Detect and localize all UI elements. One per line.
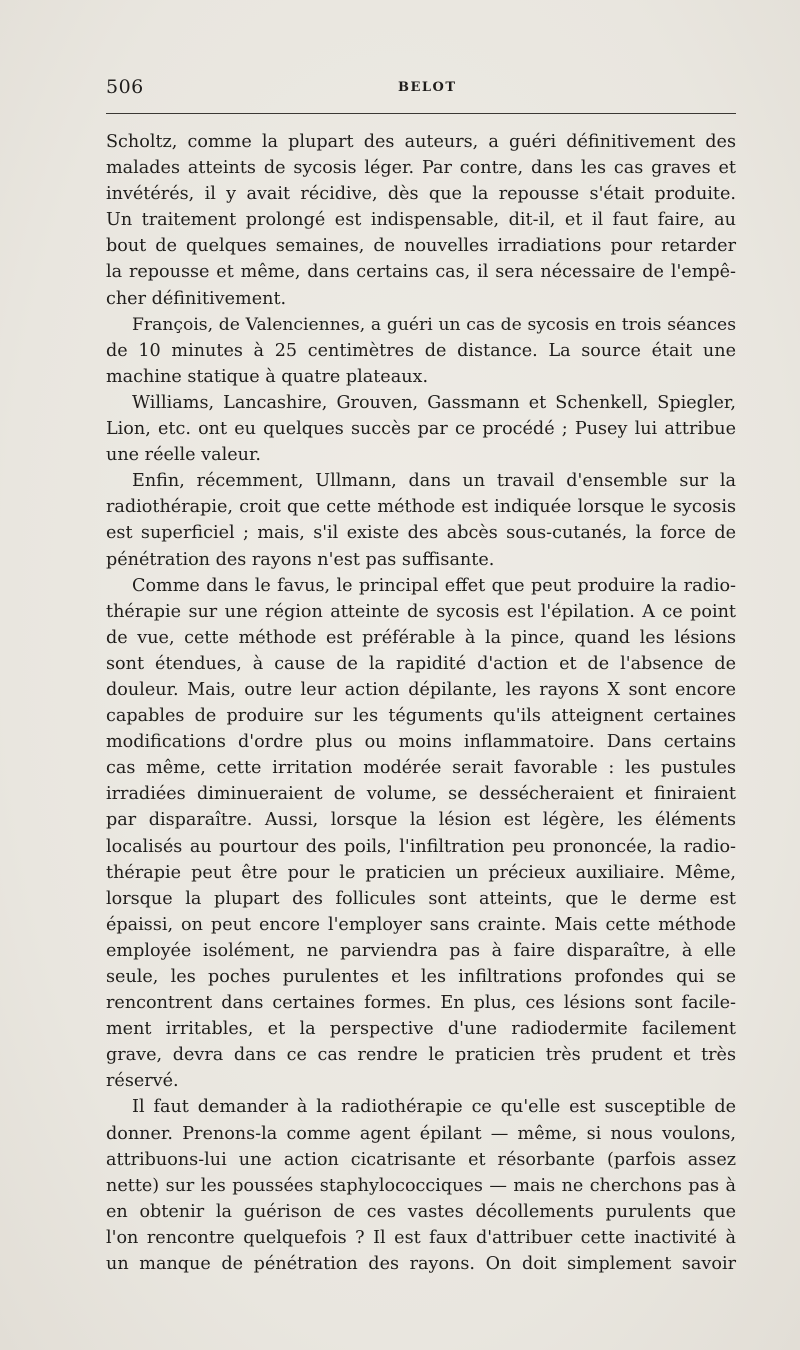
text-line: par disparaître. Aussi, lorsque la lésion est légère, les éléments — [106, 810, 736, 831]
text-line: Un traitement prolongé est indispensable, dit-il, et il faut faire, au — [106, 210, 736, 231]
text-line: ment irritables, et la perspective d'une radiodermite facilement — [106, 1019, 736, 1040]
text-line: la repousse et même, dans certains cas, il sera nécessaire de l'empê- — [106, 262, 736, 283]
text-line: est superficiel ; mais, s'il existe des abcès sous-cutanés, la force de — [106, 523, 736, 544]
text-line: François, de Valenciennes, a guéri un cas de sycosis en trois séances — [132, 314, 736, 335]
text-line: de vue, cette méthode est préférable à la pince, quand les lésions — [106, 627, 736, 648]
text-line: bout de quelques semaines, de nouvelles irradiations pour retarder — [106, 236, 736, 257]
text-line: invétérés, il y avait récidive, dès que la repousse s'était produite. — [106, 184, 736, 205]
text-line: l'on rencontre quelquefois ? Il est faux d'attribuer cette inactivité à — [106, 1227, 736, 1248]
text-line: donner. Prenons-la comme agent épilant — même, si nous voulons, — [106, 1123, 736, 1144]
text-line: cas même, cette irritation modérée serait favorable : les pustules — [106, 758, 736, 779]
text-line: pénétration des rayons n'est pas suffisante. — [106, 549, 495, 570]
text-line: Enfin, récemment, Ullmann, dans un travail d'ensemble sur la — [132, 471, 736, 492]
text-line: sont étendues, à cause de la rapidité d'action et de l'absence de — [106, 653, 736, 674]
text-line: irradiées diminueraient de volume, se dessécheraient et finiraient — [106, 784, 736, 805]
text-line: attribuons-lui une action cicatrisante et résorbante (parfois assez — [106, 1149, 736, 1170]
text-line: nette) sur les poussées staphylococciques — mais ne cherchons pas à — [106, 1175, 736, 1196]
text-line: Comme dans le favus, le principal effet que peut produire la radio- — [132, 575, 736, 596]
text-line: Scholtz, comme la plupart des auteurs, a guéri définitivement des — [106, 132, 736, 152]
text-line: thérapie peut être pour le praticien un précieux auxiliaire. Même, — [106, 862, 736, 883]
text-line: grave, devra dans ce cas rendre le praticien très prudent et très — [106, 1045, 736, 1066]
text-line: en obtenir la guérison de ces vastes décollements purulents que — [106, 1201, 736, 1222]
running-head: BELOT — [398, 80, 457, 95]
text-line: employée isolément, ne parviendra pas à faire disparaître, à elle — [106, 940, 736, 961]
text-line: seule, les poches purulentes et les infiltrations profondes qui se — [106, 967, 736, 987]
text-line: rencontrent dans certaines formes. En plus, ces lésions sont facile- — [106, 993, 736, 1014]
text-line: Il faut demander à la radiothérapie ce qu'elle est susceptible de — [132, 1097, 736, 1118]
text-line: modifications d'ordre plus ou moins inflammatoire. Dans certains — [106, 732, 736, 753]
header-rule — [106, 113, 736, 114]
text-line: malades atteints de sycosis léger. Par contre, dans les cas graves et — [106, 158, 736, 179]
text-line: thérapie sur une région atteinte de sycosis est l'épilation. A ce point — [106, 601, 736, 622]
text-line: Williams, Lancashire, Grouven, Gassmann et Schenkell, Spiegler, — [132, 392, 736, 413]
text-line: radiothérapie, croit que cette méthode est indiquée lorsque le sycosis — [106, 497, 736, 518]
text-line: une réelle valeur. — [106, 445, 262, 466]
body-text — [106, 129, 736, 1277]
text-line: cher définitivement. — [106, 288, 287, 309]
text-line: de 10 minutes à 25 centimètres de distance. La source était une — [106, 340, 736, 361]
text-line: douleur. Mais, outre leur action dépilante, les rayons X sont encore — [106, 679, 736, 700]
page-header — [106, 76, 736, 100]
page-number: 506 — [106, 76, 144, 98]
text-line: réservé. — [106, 1071, 179, 1092]
text-line: lorsque la plupart des follicules sont atteints, que le derme est — [106, 888, 736, 909]
text-line: un manque de pénétration des rayons. On doit simplement savoir — [106, 1254, 736, 1275]
text-line: localisés au pourtour des poils, l'infiltration peu prononcée, la radio- — [106, 836, 736, 857]
text-line: Lion, etc. ont eu quelques succès par ce procédé ; Pusey lui attribue — [106, 419, 736, 440]
text-line: capables de produire sur les téguments qu'ils atteignent certaines — [106, 706, 736, 727]
text-line: épaissi, on peut encore l'employer sans crainte. Mais cette méthode — [106, 914, 736, 935]
text-line: machine statique à quatre plateaux. — [106, 366, 429, 387]
